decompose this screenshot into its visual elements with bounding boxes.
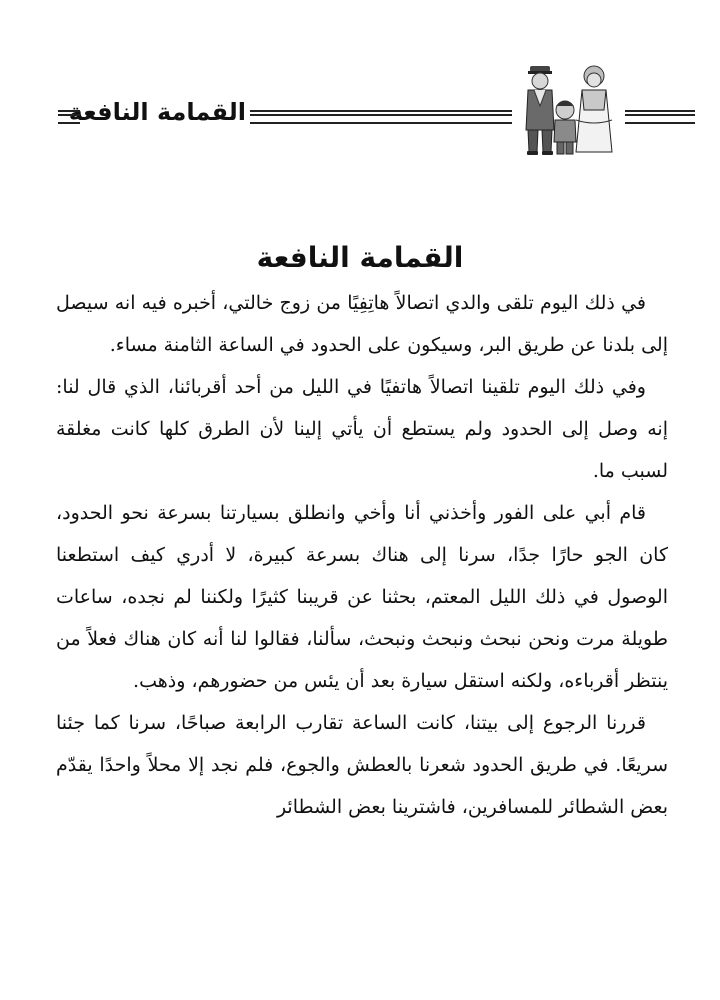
header-rule-mid	[250, 110, 512, 124]
header-rule-right	[625, 110, 695, 124]
running-header	[0, 60, 720, 170]
header-rule-left	[58, 110, 80, 124]
paragraph-4: قررنا الرجوع إلى بيتنا، كانت الساعة تقارب الرابعة صباحًا، سرنا كما جئنا سريعًا. في طريق الحدود شعرنا بالعطش والجوع، فلم نجد إلا محلاً واحدًا يقدّم بعض الشطائر للمسافرين، فاشترينا بعض الشطائر	[56, 712, 668, 818]
running-title: القمامة النافعة	[68, 98, 246, 126]
chapter-title: القمامة النافعة	[256, 240, 464, 274]
body-text	[56, 282, 668, 828]
family-illustration	[516, 60, 620, 160]
child-figure	[554, 101, 576, 154]
paragraph-1: في ذلك اليوم تلقى والدي اتصالاً هاتِفِيًا من زوج خالتي، أخبره فيه انه سيصل إلى بلدنا عن طريق البر، وسيكون على الحدود في الساعة الثامنة مساء.	[56, 292, 668, 356]
paragraph-2: وفي ذلك اليوم تلقينا اتصالاً هاتفيًا في الليل من أحد أقربائنا، الذي قال لنا: إنه وصل إلى الحدود ولم يستطع أن يأتي إلينا لأن الطرق كلها كانت مغلقة لسبب ما.	[56, 376, 668, 482]
father-figure	[526, 66, 554, 155]
paragraph-3: قام أبي على الفور وأخذني أنا وأخي وانطلق بسيارتنا بسرعة نحو الحدود، كان الجو حارًا جدًا، سرنا إلى هناك بسرعة كبيرة، لا أدري كيف استطعنا الوصول في ذلك الليل المعتم، بحثنا عن قريبنا كثيرًا ولكننا لم نجده، ساعات طويلة مرت ونحن نبحث ونبحث ونبحث، سألنا، فقالوا لنا أنه كان هناك فعلاً من ينتظر أقرباءه، ولكنه استقل سيارة بعد أن يئس من حضورهم، وذهب.	[56, 502, 668, 692]
mother-figure	[576, 66, 612, 152]
